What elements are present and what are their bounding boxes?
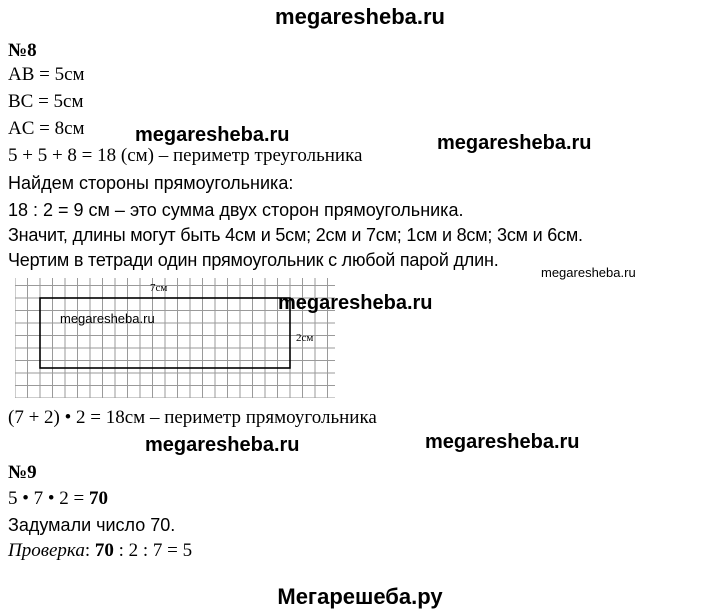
sum-sides-text: 18 : 2 = 9 см – это сумма двух сторон прямоугольника.: [8, 200, 464, 220]
width-label: 7см: [150, 282, 168, 294]
watermark-top: megaresheba.ru: [275, 4, 445, 29]
watermark-grid-big: megaresheba.ru: [278, 292, 433, 314]
task-9-number: №9: [8, 462, 37, 483]
side-bc: BC = 5см: [8, 91, 84, 112]
triangle-perimeter: 5 + 5 + 8 = 18 (см) – периметр треугольника: [8, 145, 363, 166]
side-ac: AC = 8см: [8, 118, 85, 139]
watermark-mid-3: megaresheba.ru: [145, 434, 300, 456]
watermark-mid-2: megaresheba.ru: [437, 132, 592, 154]
draw-text: Чертим в тетради один прямоугольник с любой парой длин.: [8, 250, 499, 270]
side-ab: AB = 5см: [8, 64, 85, 85]
check-number: 70: [94, 540, 114, 561]
expression-text: 5 • 7 • 2 =: [8, 488, 90, 509]
watermark-bottom: Мегарешеба.ру: [277, 584, 443, 609]
rectangle-perimeter: (7 + 2) • 2 = 18см – периметр прямоугольника: [8, 407, 377, 428]
height-label: 2см: [296, 332, 314, 344]
watermark-small-1: megaresheba.ru: [541, 265, 636, 280]
check-rest: : 2 : 7 = 5: [113, 540, 193, 561]
watermark-mid-1: megaresheba.ru: [135, 124, 290, 146]
watermark-grid-small: megaresheba.ru: [60, 311, 155, 326]
task-9-expression: [8, 488, 108, 510]
guess-text: Задумали число 70.: [8, 515, 176, 535]
watermark-mid-4: megaresheba.ru: [425, 431, 580, 453]
task-8-number: №8: [8, 40, 37, 61]
check-line: [8, 540, 192, 562]
lengths-text: Значит, длины могут быть 4см и 5см; 2см и 7см; 1см и 8см; 3см и 6см.: [8, 225, 583, 245]
expression-result: 70: [89, 488, 109, 509]
check-colon: :: [84, 540, 95, 561]
check-label: Проверка: [8, 540, 85, 561]
find-sides-text: Найдем стороны прямоугольника:: [8, 173, 294, 193]
